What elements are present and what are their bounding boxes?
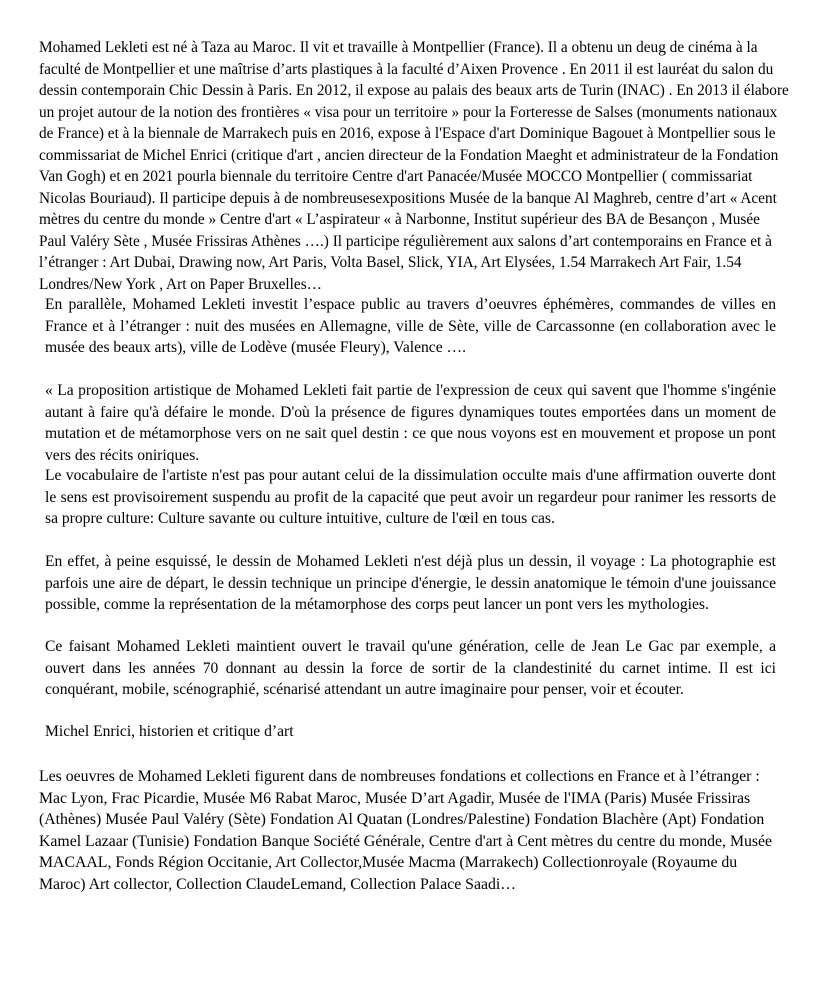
critic-quote-paragraph-3: En effet, à peine esquissé, le dessin de Mohamed Lekleti n'est déjà plus un dessin, il voyage : La photographie est parfois une aire de départ, le dessin technique un principe d'énergie, le dessin anatomique le témoin d'une jouissance possible, comme la représentation de la métamorphose des corps peut lancer un pont vers les mythologies. [45,553,776,614]
artist-biography-paragraph: Mohamed Lekleti est né à Taza au Maroc. Il vit et travaille à Montpellier (France). Il a obtenu un deug de cinéma à la faculté de Montpellier et une maîtrise d’arts plastiques à la faculté d’Aixen Provence . En 2011 il est lauréat du salon du dessin contemporain Chic Dessin à Paris. En 2012, il expose au palais des beaux arts de Turin (INAC) . En 2013 il élabore un projet autour de la notion des frontières « visa pour un territoire » pour la Forteresse de Salses (monuments nationaux de France) et à la biennale de Marrakech puis en 2016, expose à l'Espace d'art Dominique Bagouet à Montpellier sous le commissariat de Michel Enrici (critique d'art , ancien directeur de la Fondation Maeght et administrateur de la Fondation Van Gogh) et en 2021 pourla biennale du territoire Centre d'art Panacée/Musée MOCCO Montpellier ( commissariat Nicolas Bouriaud). Il participe depuis à de nombreusesexpositions Musée de la banque Al Maghreb, centre d’art « Acent mètres du centre du monde » Centre d'art « L’aspirateur « à Narbonne, Institut supérieur des BA de Besançon , Musée Paul Valéry Sète , Musée Frissiras Athènes ….) Il participe régulièrement aux salons d’art contemporains en France et à l’étranger : Art Dubai, Drawing now, Art Paris, Volta Basel, Slick, YIA, Art Elysées, 1.54 Marrakech Art Fair, 1.54 Londres/New York , Art on Paper Bruxelles… [39,39,789,293]
critic-quote-paragraph-1: « La proposition artistique de Mohamed Lekleti fait partie de l'expression de ceux qui savent que l'homme s'ingénie autant à faire qu'à défaire le monde. D'où la présence de figures dynamiques toutes emportées dans un moment de mutation et de métamorphose vers on ne sait quel destin : ce que nous voyons est en mouvement et propose un pont vers des récits oniriques. [45,382,776,465]
quote-attribution: Michel Enrici, historien et critique d’art [45,723,294,740]
collections-paragraph: Les oeuvres de Mohamed Lekleti figurent dans de nombreuses fondations et collections en France et à l’étranger : Mac Lyon, Frac Picardie, Musée M6 Rabat Maroc, Musée D’art Agadir, Musée de l'IMA (Paris) Musée Frissiras (Athènes) Musée Paul Valéry (Sète) Fondation Al Quatan (Londres/Palestine) Fondation Blachère (Apt) Fondation Kamel Lazaar (Tunisie) Fondation Banque Société Générale, Centre d'art à Cent mètres du centre du monde, Musée MACAAL, Fonds Région Occitanie, Art Collector,Musée Macma (Marrakech) Collectionroyale (Royaume du Maroc) Art collector, Collection ClaudeLemand, Collection Palace Saadi… [39,768,773,893]
critic-quote-paragraph-4: Ce faisant Mohamed Lekleti maintient ouvert le travail qu'une génération, celle de Jean Le Gac par exemple, a ouvert dans les années 70 donnant au dessin la force de sortir de la clandestinité du carnet intime. Il est ici conquérant, mobile, scénographié, scénarisé attendant un autre imaginaire pour penser, voir et écouter. [45,638,776,699]
public-space-paragraph: En parallèle, Mohamed Lekleti investit l’espace public au travers d’oeuvres éphémères, commandes de villes en France et à l’étranger : nuit des musées en Allemagne, ville de Sète, ville de Carcassonne (en collaboration avec le musée des beaux arts), ville de Lodève (musée Fleury), Valence …. [45,296,776,357]
critic-quote-paragraph-2: Le vocabulaire de l'artiste n'est pas pour autant celui de la dissimulation occulte mais d'une affirmation ouverte dont le sens est provisoirement suspendu au profit de la capacité que peut avoir un regardeur pour ranimer les ressorts de sa propre culture: Culture savante ou culture intuitive, culture de l'œil en tous cas. [45,467,776,528]
